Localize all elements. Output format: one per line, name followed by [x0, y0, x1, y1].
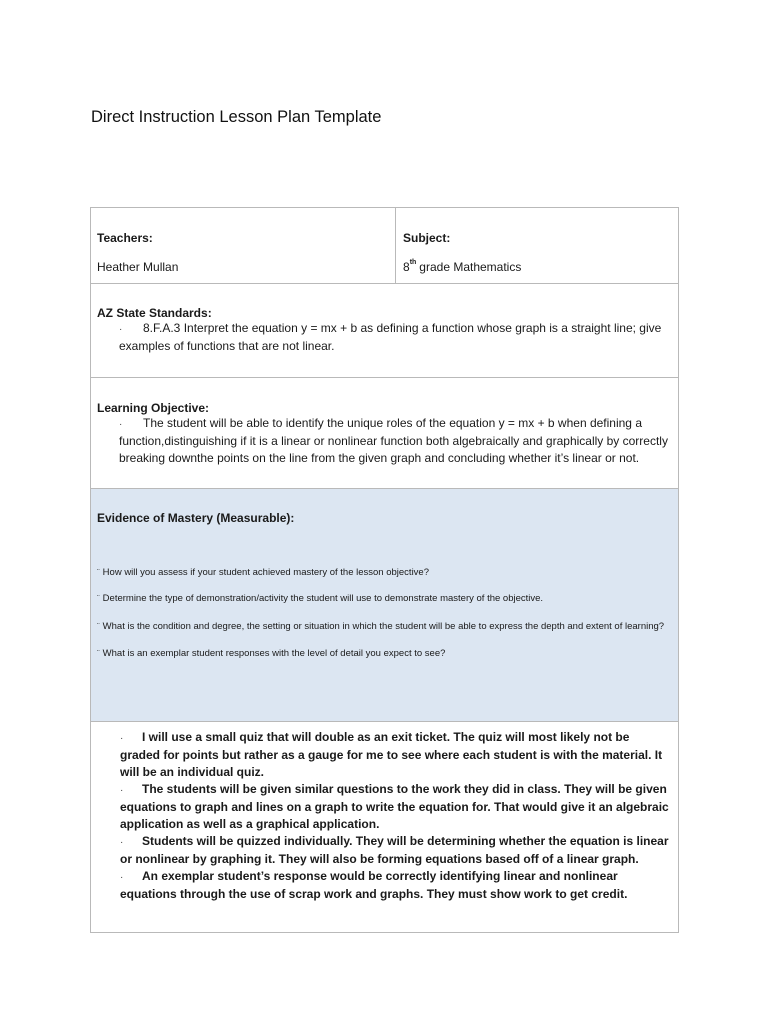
subject-grade-suffix: th — [409, 259, 417, 266]
evidence-label: Evidence of Mastery (Measurable): — [97, 511, 295, 525]
answer-item — [120, 729, 670, 781]
bullet-marker: · — [120, 785, 124, 796]
bullet-marker: · — [120, 837, 124, 848]
bullet-marker: · — [120, 733, 124, 744]
question-marker: ¨ — [97, 649, 100, 658]
question-text: How will you assess if your student achieved mastery of the lesson objective? — [102, 567, 429, 578]
standards-label: AZ State Standards: — [97, 306, 212, 320]
evidence-question — [97, 621, 668, 633]
question-text: What is an exemplar student responses with the level of detail you expect to see? — [102, 648, 446, 659]
standards-text: 8.F.A.3 Interpret the equation y = mx + b as defining a function whose graph is a straight line; give examples of functions that are not linear. — [119, 321, 662, 353]
answer-item — [120, 868, 670, 903]
question-marker: ¨ — [97, 568, 100, 577]
objective-label: Learning Objective: — [97, 401, 210, 415]
subject-value: grade Mathematics — [419, 260, 522, 274]
teachers-label: Teachers: — [97, 231, 153, 245]
objective-text-block — [97, 415, 668, 467]
answer-text: The students will be given similar questions to the work they did in class. They will be given equations to graph and lines on a graph to write the equation for. That would give it an algebraic application as well as a graphical application. — [120, 782, 669, 831]
answer-item — [120, 781, 670, 833]
bullet-marker: · — [119, 419, 123, 430]
answers-row — [91, 721, 678, 932]
subject-label: Subject: — [403, 231, 451, 245]
bullet-marker: · — [120, 872, 124, 883]
teachers-cell — [91, 208, 396, 283]
evidence-question — [97, 648, 668, 660]
subject-value-line — [403, 260, 678, 274]
header-row — [91, 208, 678, 283]
standards-text-block — [97, 320, 668, 355]
question-text: What is the condition and degree, the setting or situation in which the student will be able to express the depth and extent of learning? — [102, 621, 665, 632]
evidence-question — [97, 567, 668, 579]
question-text: Determine the type of demonstration/activity the student will use to demonstrate mastery of the objective. — [102, 593, 544, 604]
subject-cell — [396, 208, 678, 283]
standards-row — [91, 283, 678, 377]
question-marker: ¨ — [97, 622, 100, 631]
answer-text: An exemplar student’s response would be correctly identifying linear and nonlinear equations through the use of scrap work and graphs. They must show work to get credit. — [120, 869, 628, 901]
lesson-plan-table — [90, 207, 679, 933]
answer-text: Students will be quizzed individually. They will be determining whether the equation is linear or nonlinear by graphing it. They will also be forming equations based off of a linear graph. — [120, 834, 669, 866]
bullet-marker: · — [119, 324, 123, 335]
objective-row — [91, 377, 678, 488]
evidence-question — [97, 593, 668, 605]
teachers-value: Heather Mullan — [97, 260, 179, 274]
answer-item — [120, 833, 670, 868]
objective-text: The student will be able to identify the unique roles of the equation y = mx + b when defining a function,distinguishing if it is a linear or nonlinear function both algebraically and graphically by correctly breaking downthe points on the line from the given graph and concluding whether it’s linear or not. — [119, 416, 668, 465]
answer-text: I will use a small quiz that will double as an exit ticket. The quiz will most likely not be graded for points but rather as a gauge for me to see where each student is with the material. It will be an individual quiz. — [120, 730, 663, 779]
evidence-row — [91, 488, 678, 721]
subject-grade-number: 8 — [403, 260, 410, 274]
question-marker: ¨ — [97, 594, 100, 603]
document-title: Direct Instruction Lesson Plan Template — [91, 108, 382, 126]
